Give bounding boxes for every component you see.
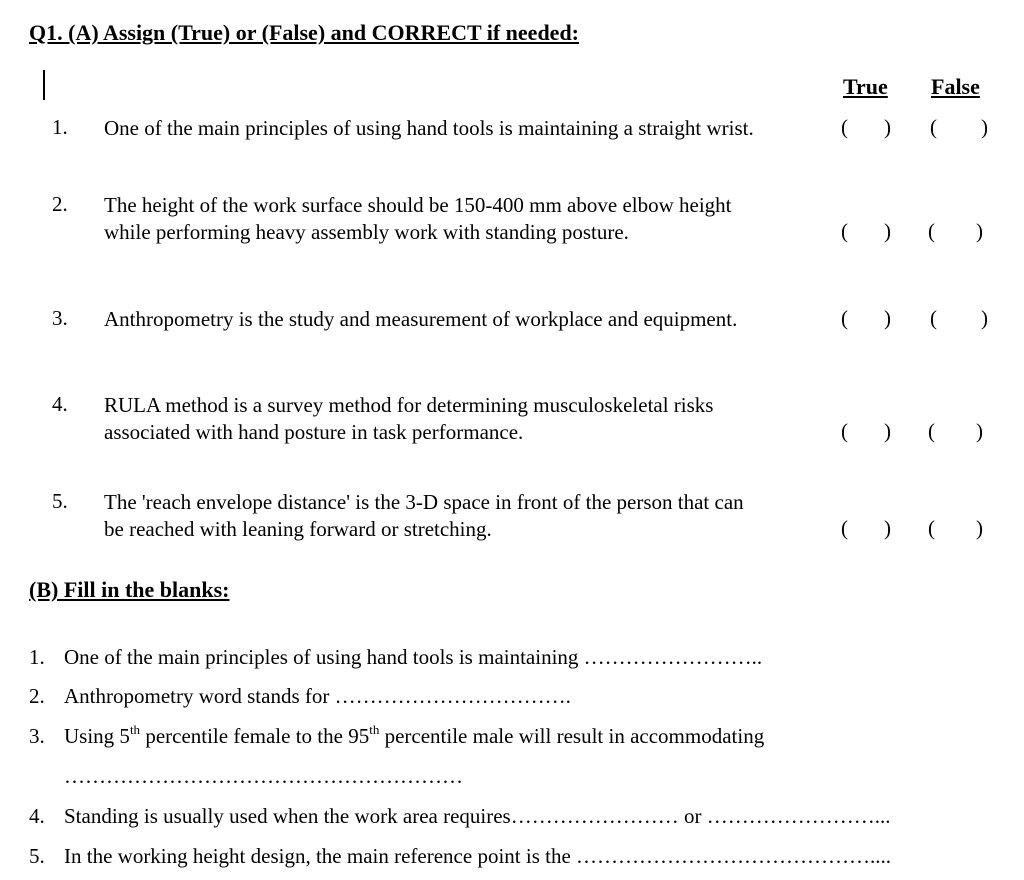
- question-statement-line-2: while performing heavy assembly work with standing posture.: [104, 220, 629, 244]
- fill-blank-question[interactable]: One of the main principles of using hand tools is maintaining ……………………..: [64, 645, 763, 669]
- question-number: 2.: [52, 192, 68, 216]
- false-answer-open[interactable]: (: [930, 115, 937, 139]
- false-answer-close[interactable]: ): [976, 219, 983, 243]
- false-answer-close[interactable]: ): [976, 419, 983, 443]
- blank-number: 5.: [29, 844, 45, 868]
- false-answer-close[interactable]: ): [976, 516, 983, 540]
- true-answer-close[interactable]: ): [884, 419, 891, 443]
- false-answer-open[interactable]: (: [928, 219, 935, 243]
- blank-number: 1.: [29, 645, 45, 669]
- answer-blank-line[interactable]: …………………………………………………: [64, 764, 463, 788]
- question-number: 4.: [52, 392, 68, 416]
- ordinal-suffix: th: [129, 722, 141, 737]
- fill-blank-question[interactable]: Anthropometry word stands for …………………………….: [64, 684, 571, 708]
- fill-blank-question: [64, 724, 764, 749]
- false-answer-close[interactable]: ): [981, 115, 988, 139]
- true-answer-close[interactable]: ): [884, 115, 891, 139]
- false-answer-close[interactable]: ): [981, 306, 988, 330]
- question-statement-line-1: The height of the work surface should be 150-400 mm above elbow height: [104, 193, 732, 217]
- question-statement-line-2: be reached with leaning forward or stretching.: [104, 517, 492, 541]
- question-statement-line-1: The 'reach envelope distance' is the 3-D space in front of the person that can: [104, 490, 744, 514]
- blank-number: 4.: [29, 804, 45, 828]
- question-text-part: percentile female to the 95: [140, 724, 370, 748]
- true-answer-open[interactable]: (: [841, 219, 848, 243]
- blank-number: 2.: [29, 684, 45, 708]
- question-number: 1.: [52, 115, 68, 139]
- question-number: 5.: [52, 489, 68, 513]
- question-statement-line-2: associated with hand posture in task performance.: [104, 420, 524, 444]
- fill-blank-question[interactable]: Standing is usually used when the work area requires…………………… or ……………………...: [64, 804, 891, 828]
- true-answer-close[interactable]: ): [884, 306, 891, 330]
- question-statement: Anthropometry is the study and measurement of workplace and equipment.: [104, 307, 738, 331]
- false-answer-open[interactable]: (: [928, 516, 935, 540]
- section-a-title: Q1. (A) Assign (True) or (False) and CORRECT if needed:: [29, 20, 579, 45]
- text-cursor: [43, 70, 45, 100]
- question-statement-line-1: RULA method is a survey method for determining musculoskeletal risks: [104, 393, 714, 417]
- true-answer-close[interactable]: ): [884, 516, 891, 540]
- false-column-header: False: [931, 74, 980, 99]
- false-answer-open[interactable]: (: [930, 306, 937, 330]
- fill-blank-question[interactable]: In the working height design, the main reference point is the ……………………………………....: [64, 844, 892, 868]
- false-answer-open[interactable]: (: [928, 419, 935, 443]
- question-text-part: Using 5: [64, 724, 130, 748]
- true-answer-open[interactable]: (: [841, 419, 848, 443]
- question-text-part: percentile male will result in accommodating: [379, 724, 765, 748]
- true-answer-close[interactable]: ): [884, 219, 891, 243]
- blank-number: 3.: [29, 724, 45, 748]
- true-answer-open[interactable]: (: [841, 516, 848, 540]
- question-number: 3.: [52, 306, 68, 330]
- section-b-title: (B) Fill in the blanks:: [29, 577, 230, 602]
- true-answer-open[interactable]: (: [841, 306, 848, 330]
- question-statement: One of the main principles of using hand tools is maintaining a straight wrist.: [104, 116, 754, 140]
- ordinal-suffix: th: [369, 722, 380, 737]
- true-answer-open[interactable]: (: [841, 115, 848, 139]
- true-column-header: True: [843, 74, 888, 99]
